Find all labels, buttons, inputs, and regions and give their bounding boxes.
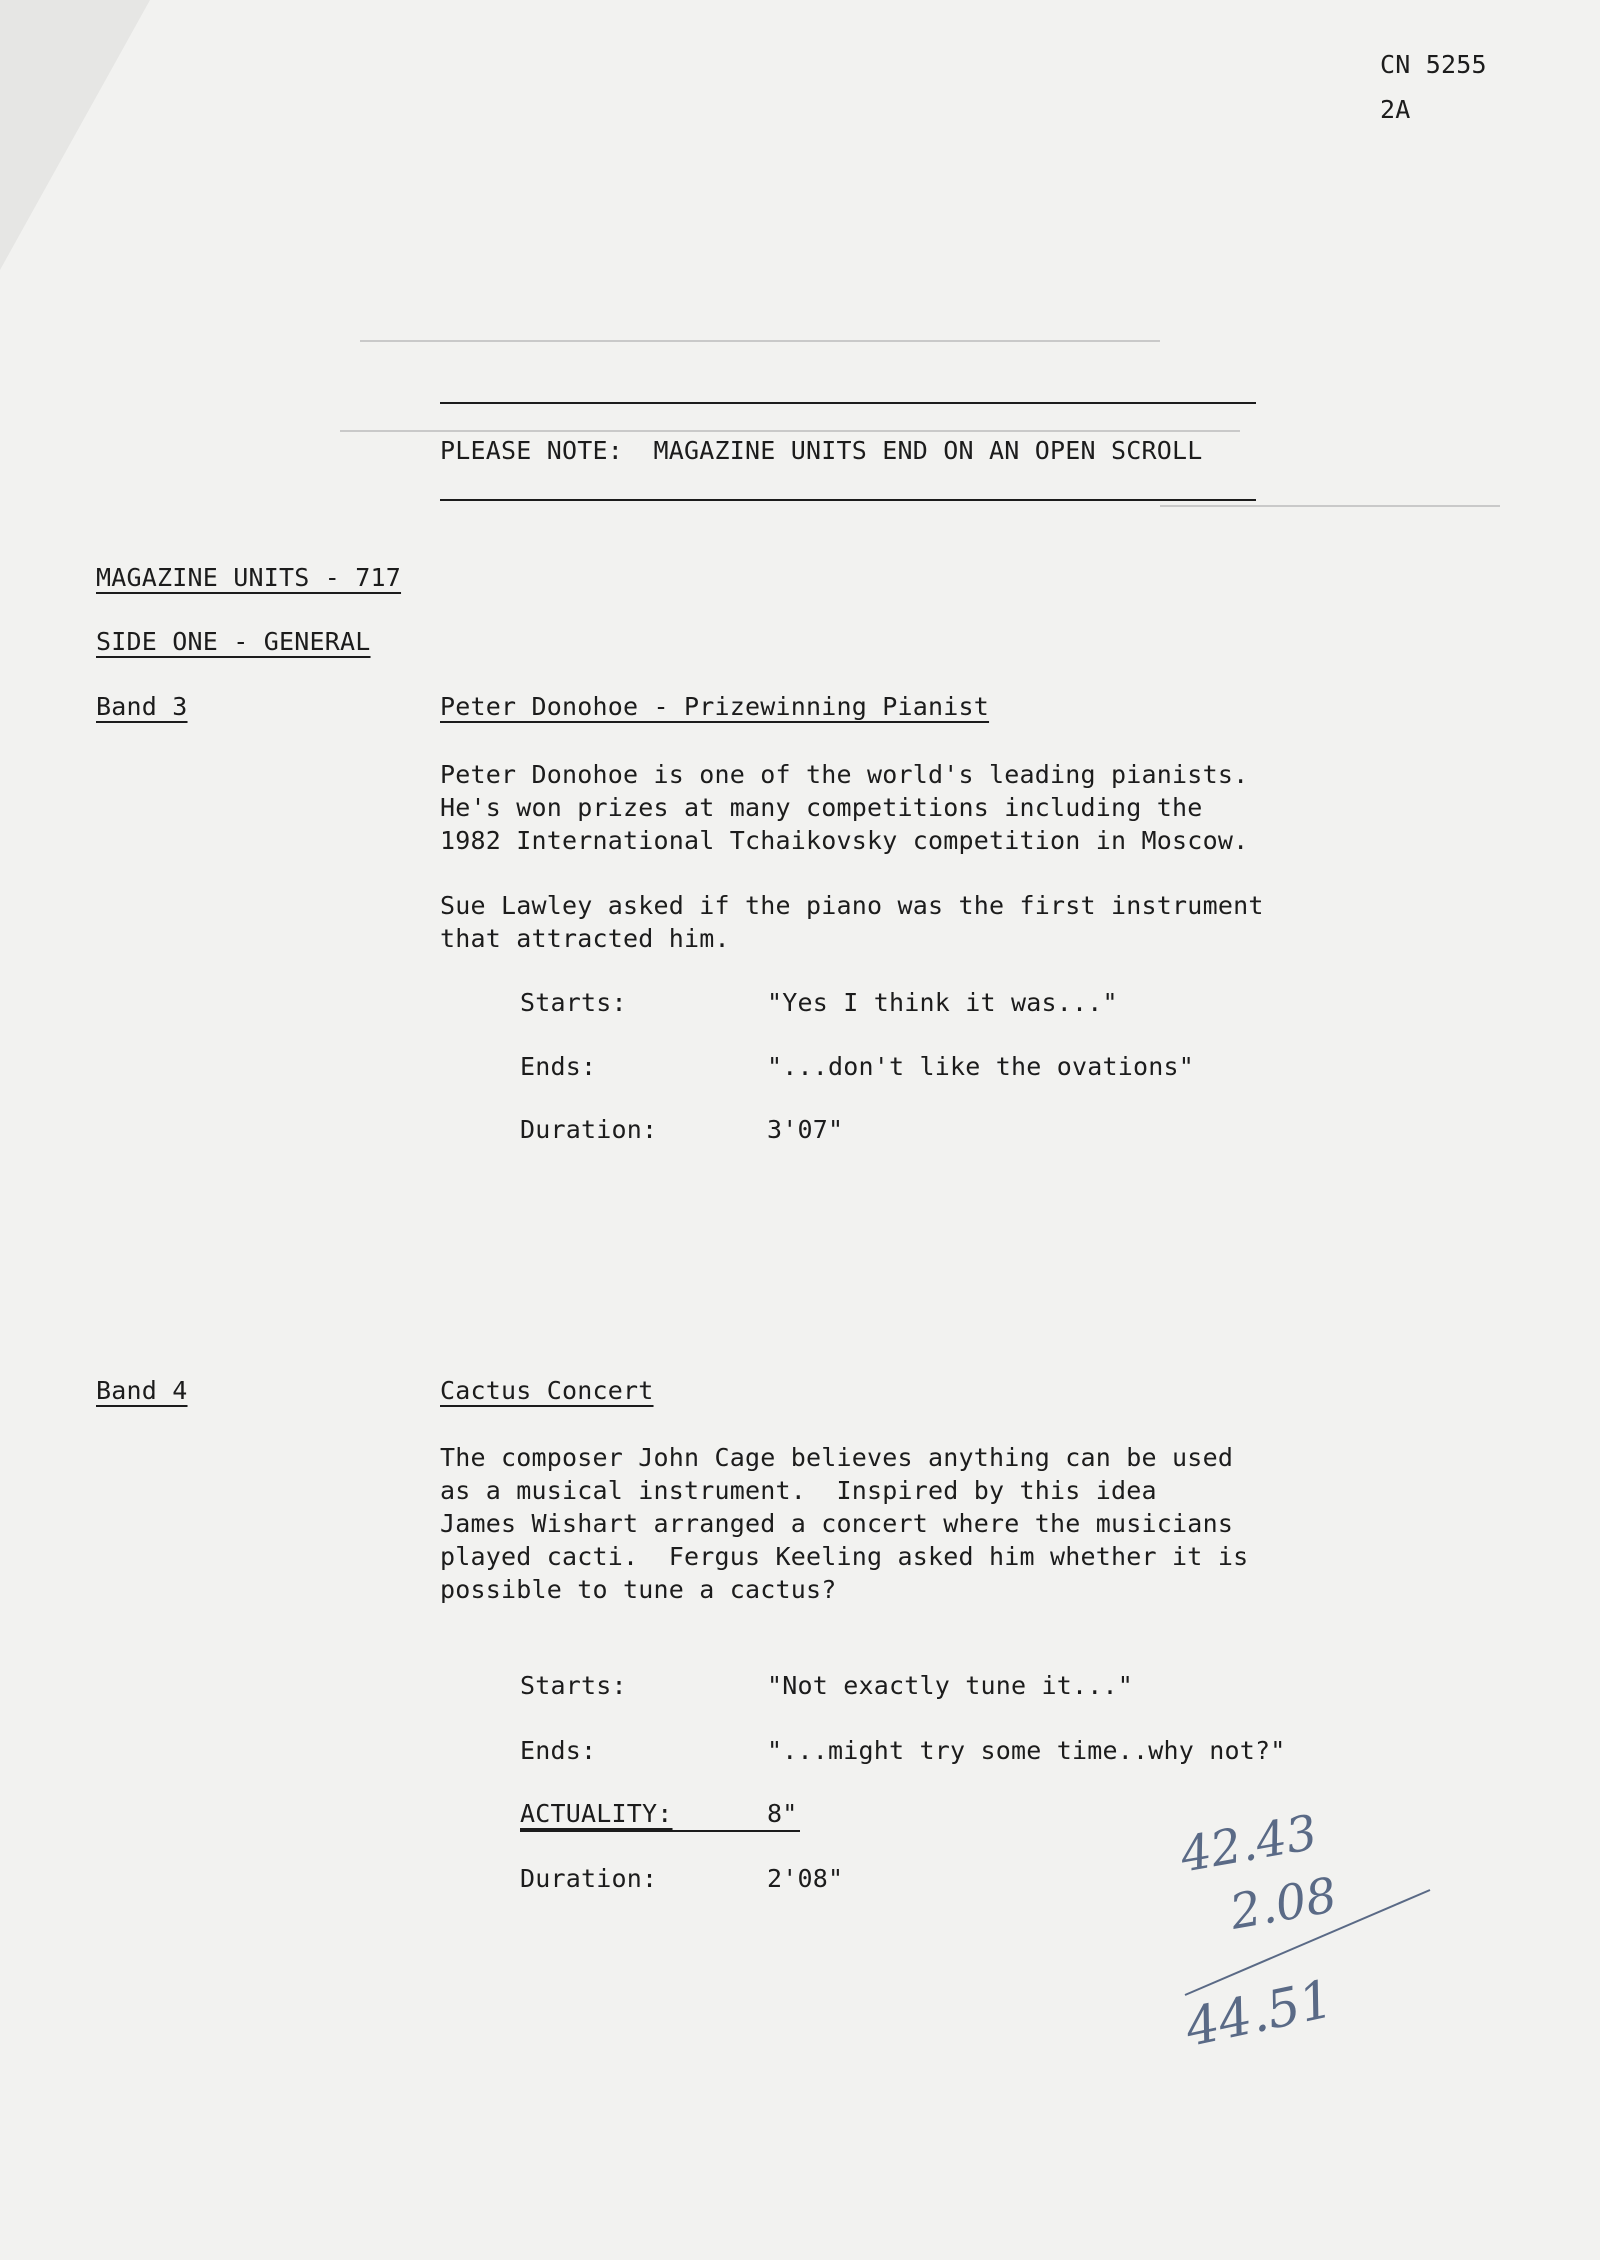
band3-ends-label: Ends: — [520, 1052, 597, 1081]
side-heading: SIDE ONE - GENERAL — [96, 627, 371, 656]
handwritten-time-1: 42.43 — [1176, 1804, 1322, 1884]
band3-ends-value: "...don't like the ovations" — [767, 1052, 1195, 1081]
band3-text-line: Sue Lawley asked if the piano was the first instrument — [440, 891, 1264, 920]
band4-label: Band 4 — [96, 1376, 188, 1405]
show-through-rule — [1160, 505, 1500, 507]
notice-top-rule — [440, 402, 1256, 404]
band3-label: Band 3 — [96, 692, 188, 721]
actuality-rule — [520, 1830, 800, 1832]
show-through-rule — [340, 430, 1240, 432]
band4-ends-value: "...might try some time..why not?" — [767, 1736, 1286, 1765]
band3-title: Peter Donohoe - Prizewinning Pianist — [440, 692, 990, 721]
band4-starts-label: Starts: — [520, 1671, 627, 1700]
band3-starts-value: "Yes I think it was..." — [767, 988, 1118, 1017]
page-number: 2A — [1380, 95, 1411, 124]
band4-text-line: as a musical instrument. Inspired by this idea — [440, 1476, 1157, 1505]
band3-text-line: He's won prizes at many competitions including the — [440, 793, 1203, 822]
band3-duration-label: Duration: — [520, 1115, 658, 1144]
band4-text-line: The composer John Cage believes anything can be used — [440, 1443, 1234, 1472]
band3-text-line: Peter Donohoe is one of the world's leading pianists. — [440, 760, 1249, 789]
band3-text-line: 1982 International Tchaikovsky competition in Moscow. — [440, 826, 1249, 855]
band4-duration-value: 2'08" — [767, 1864, 844, 1893]
band3-duration-value: 3'07" — [767, 1115, 844, 1144]
band4-duration-label: Duration: — [520, 1864, 658, 1893]
notice-bottom-rule — [440, 499, 1256, 501]
band3-starts-label: Starts: — [520, 988, 627, 1017]
band4-actuality-label: ACTUALITY: — [520, 1799, 673, 1828]
band4-text-line: possible to tune a cactus? — [440, 1575, 837, 1604]
notice-text: PLEASE NOTE: MAGAZINE UNITS END ON AN OPEN SCROLL — [440, 436, 1203, 465]
band4-text-line: James Wishart arranged a concert where the musicians — [440, 1509, 1234, 1538]
handwritten-total: 44.51 — [1180, 1969, 1339, 2059]
band4-ends-label: Ends: — [520, 1736, 597, 1765]
band4-starts-value: "Not exactly tune it..." — [767, 1671, 1134, 1700]
band4-actuality-value: 8" — [767, 1799, 798, 1828]
band4-text-line: played cacti. Fergus Keeling asked him whether it is — [440, 1542, 1249, 1571]
magazine-units-heading: MAGAZINE UNITS - 717 — [96, 563, 402, 592]
band3-text-line: that attracted him. — [440, 924, 730, 953]
show-through-rule — [360, 340, 1160, 342]
document-ref: CN 5255 — [1380, 50, 1487, 79]
folded-corner — [0, 0, 150, 270]
handwritten-time-2: 2.08 — [1225, 1867, 1341, 1941]
band4-title: Cactus Concert — [440, 1376, 654, 1405]
